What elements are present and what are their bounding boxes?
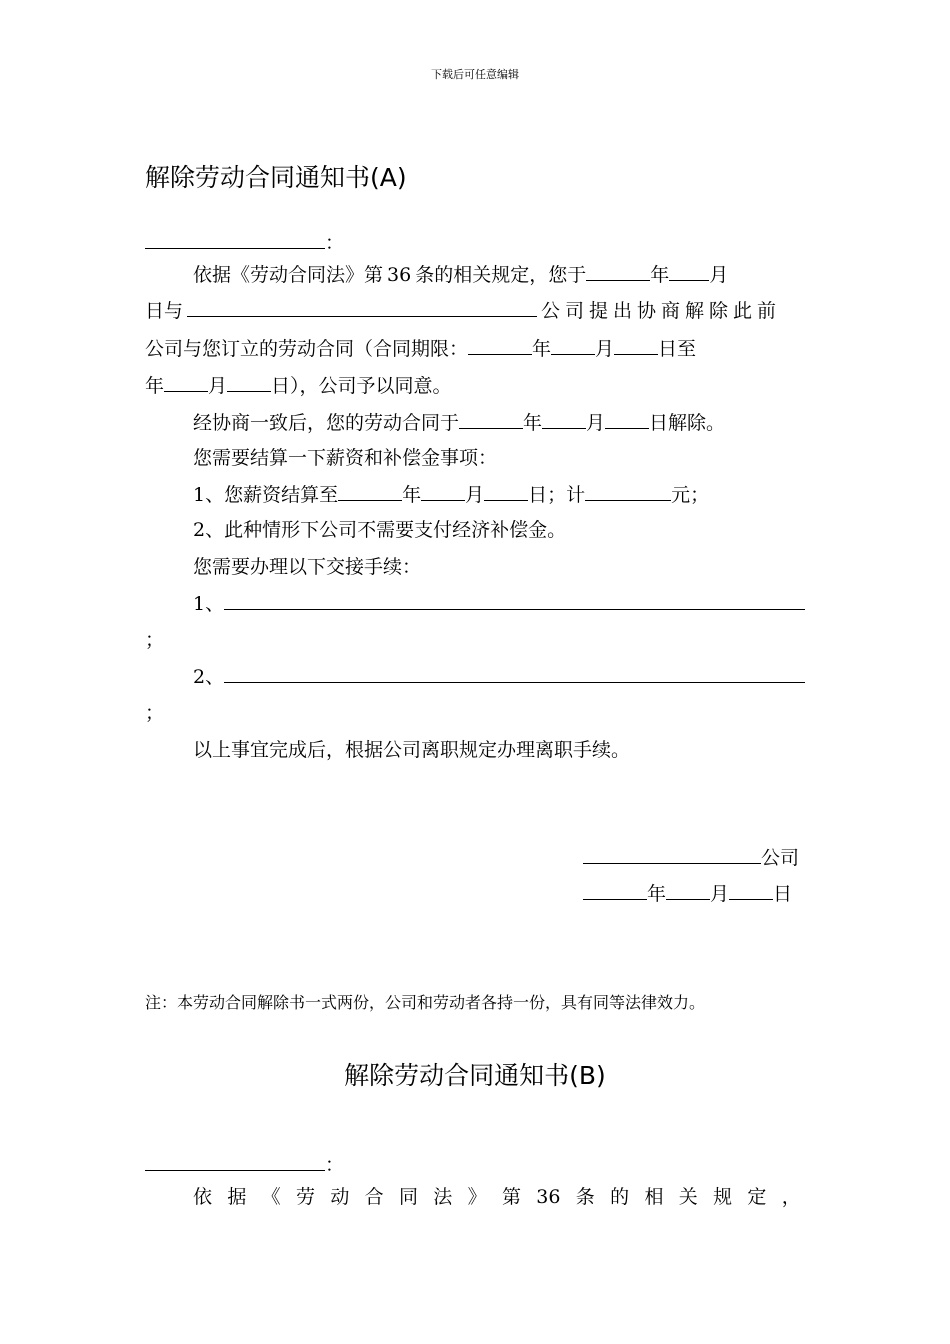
doc-b-title: 解除劳动合同通知书(B) bbox=[344, 1061, 606, 1090]
doc-b-para1-line1: 依 据 《 劳 动 合 同 法 》 第 36 条 的 相 关 规 定 ， bbox=[193, 1186, 801, 1208]
doc-a-item2: 2、此种情形下公司不需要支付经济补偿金。 bbox=[193, 519, 567, 541]
blank[interactable] bbox=[586, 262, 650, 281]
doc-b-addressee: ： bbox=[145, 1152, 344, 1177]
handover-blank[interactable] bbox=[224, 591, 805, 610]
doc-a-item1: 1、您薪资结算至 年 月 日；计 元； bbox=[193, 484, 710, 506]
doc-a-para2: 经协商一致后，您的劳动合同于 年 月 日解除。 bbox=[193, 412, 726, 434]
blank[interactable] bbox=[614, 336, 658, 355]
doc-a-para1-line1: 依据《劳动合同法》第 36 条的相关规定，您于 年 月 bbox=[193, 264, 729, 286]
blank[interactable] bbox=[669, 262, 709, 281]
blank[interactable] bbox=[666, 881, 710, 900]
addressee-blank[interactable] bbox=[145, 1152, 325, 1171]
blank[interactable] bbox=[421, 482, 465, 501]
doc-a-para1-line3: 公司与您订立的劳动合同（合同期限： 年 月 日至 bbox=[145, 338, 697, 360]
doc-a-sign-company: 公司 bbox=[583, 845, 799, 870]
page-header-note: 下载后可任意编辑 bbox=[431, 68, 519, 81]
blank[interactable] bbox=[542, 410, 586, 429]
blank[interactable] bbox=[729, 881, 773, 900]
blank[interactable] bbox=[459, 410, 523, 429]
company-sign-blank[interactable] bbox=[583, 845, 761, 864]
blank[interactable] bbox=[484, 482, 528, 501]
doc-a-handover-1-end: ； bbox=[145, 629, 165, 651]
doc-a-para1-line2: 日与 公司提出协商解除此前 bbox=[145, 300, 782, 322]
doc-a-handover-1: 1、 bbox=[193, 591, 806, 616]
blank[interactable] bbox=[468, 336, 532, 355]
doc-a-para1-line4: 年 月 日），公司予以同意。 bbox=[145, 375, 452, 397]
blank[interactable] bbox=[338, 482, 402, 501]
doc-a-addressee: ： bbox=[145, 230, 344, 255]
doc-a-para3: 您需要结算一下薪资和补偿金事项： bbox=[193, 447, 498, 469]
doc-a-title: 解除劳动合同通知书(A) bbox=[145, 163, 407, 192]
blank[interactable] bbox=[551, 336, 595, 355]
doc-a-note: 注：本劳动合同解除书一式两份，公司和劳动者各持一份，具有同等法律效力。 bbox=[145, 993, 706, 1012]
blank[interactable] bbox=[583, 881, 647, 900]
doc-a-handover-2: 2、 bbox=[193, 664, 806, 689]
doc-a-sign-date: 年 月 日 bbox=[583, 881, 792, 906]
company-blank[interactable] bbox=[187, 298, 537, 317]
handover-blank[interactable] bbox=[224, 664, 805, 683]
blank[interactable] bbox=[227, 373, 271, 392]
doc-a-para4: 您需要办理以下交接手续： bbox=[193, 556, 422, 578]
amount-blank[interactable] bbox=[585, 482, 671, 501]
blank[interactable] bbox=[605, 410, 649, 429]
doc-a-para5: 以上事宜完成后，根据公司离职规定办理离职手续。 bbox=[193, 739, 631, 761]
addressee-blank[interactable] bbox=[145, 230, 325, 249]
blank[interactable] bbox=[164, 373, 208, 392]
doc-a-handover-2-end: ； bbox=[145, 702, 165, 724]
